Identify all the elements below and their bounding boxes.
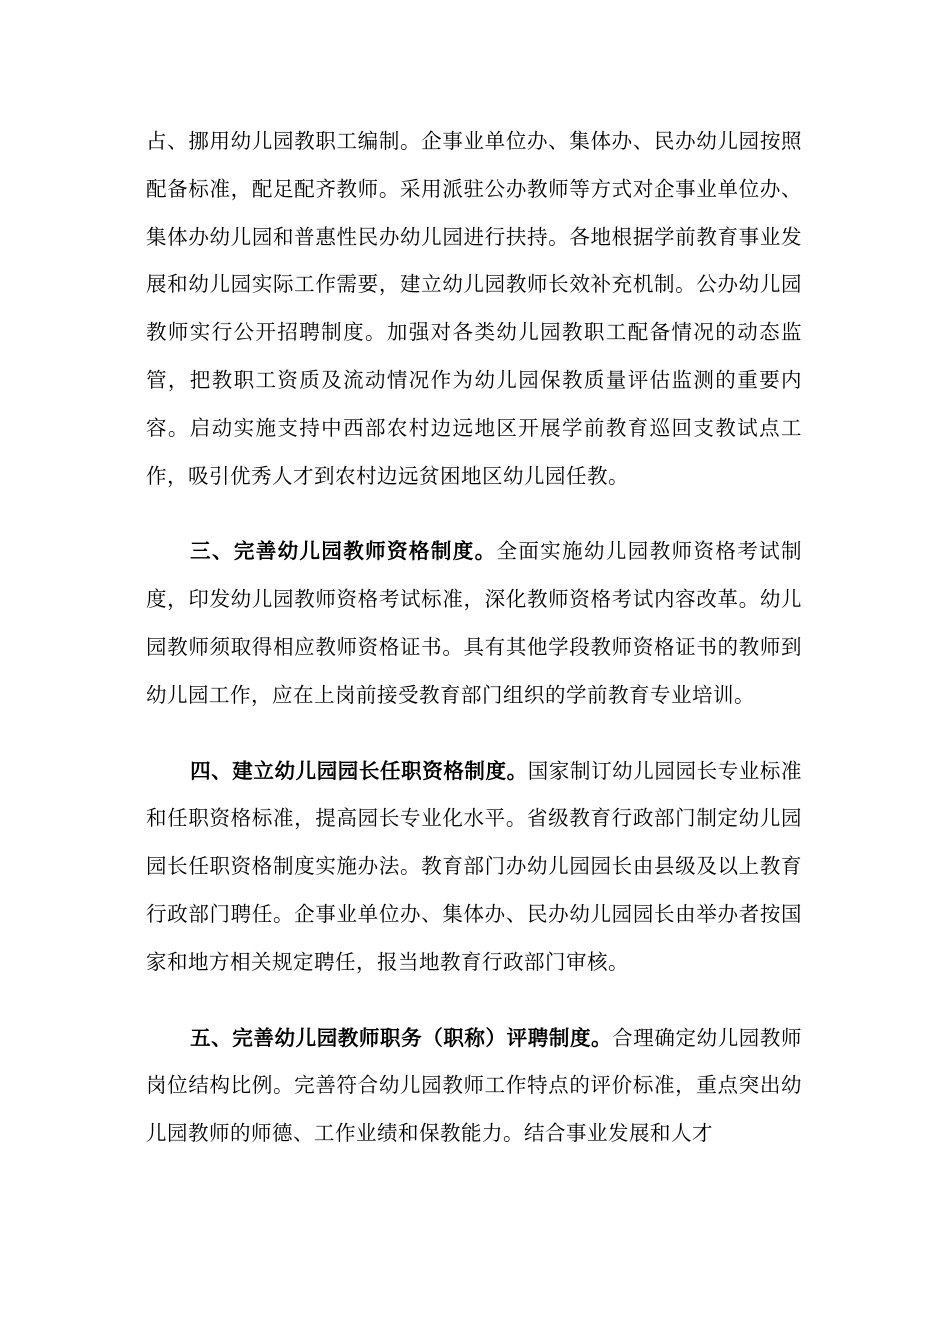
paragraph-title-evaluation — [146, 1015, 802, 1158]
paragraph-spacer — [146, 720, 802, 748]
paragraph-principal-qualification — [146, 748, 802, 987]
section-heading: 三、完善幼儿园教师资格制度。 — [190, 539, 497, 564]
paragraph-spacer — [146, 500, 802, 528]
paragraph-body: 全面实施幼儿园教师资格考试制度，印发幼儿园教师资格考试标准，深化教师资格考试内容改革。幼儿园教师须取得相应教师资格证书。具有其他学段教师资格证书的教师到幼儿园工作，应在上岗前接受教育部门组织的学前教育专业培训。 — [146, 539, 803, 707]
paragraph-body: 合理确定幼儿园教师岗位结构比例。完善符合幼儿园教师工作特点的评价标准，重点突出幼儿园教师的师德、工作业绩和保教能力。结合事业发展和人才 — [146, 1025, 803, 1146]
section-heading: 五、完善幼儿园教师职务（职称）评聘制度。 — [190, 1025, 613, 1050]
paragraph-body: 占、挪用幼儿园教职工编制。企事业单位办、集体办、民办幼儿园按照配备标准，配足配齐教师。采用派驻公办教师等方式对企事业单位办、集体办幼儿园和普惠性民办幼儿园进行扶持。各地根据学前教育事业发展和幼儿园实际工作需要，建立幼儿园教师长效补充机制。公办幼儿园教师实行公开招聘制度。加强对各类幼儿园教职工配备情况的动态监管，把教职工资质及流动情况作为幼儿园保教质量评估监测的重要内容。启动实施支持中西部农村边远地区开展学前教育巡回支教试点工作，吸引优秀人才到农村边远贫困地区幼儿园任教。 — [146, 129, 802, 488]
paragraph-body: 国家制订幼儿园园长专业标准和任职资格标准，提高园长专业化水平。省级教育行政部门制定幼儿园园长任职资格制度实施办法。教育部门办幼儿园园长由县级及以上教育行政部门聘任。企事业单位办、集体办、民办幼儿园园长由举办者按国家和地方相关规定聘任，报当地教育行政部门审核。 — [146, 758, 803, 974]
section-heading: 四、建立幼儿园园长任职资格制度。 — [190, 758, 528, 783]
paragraph-staffing — [146, 118, 802, 500]
paragraph-teacher-qualification — [146, 528, 802, 719]
document-page — [146, 118, 802, 1158]
paragraph-spacer — [146, 987, 802, 1015]
